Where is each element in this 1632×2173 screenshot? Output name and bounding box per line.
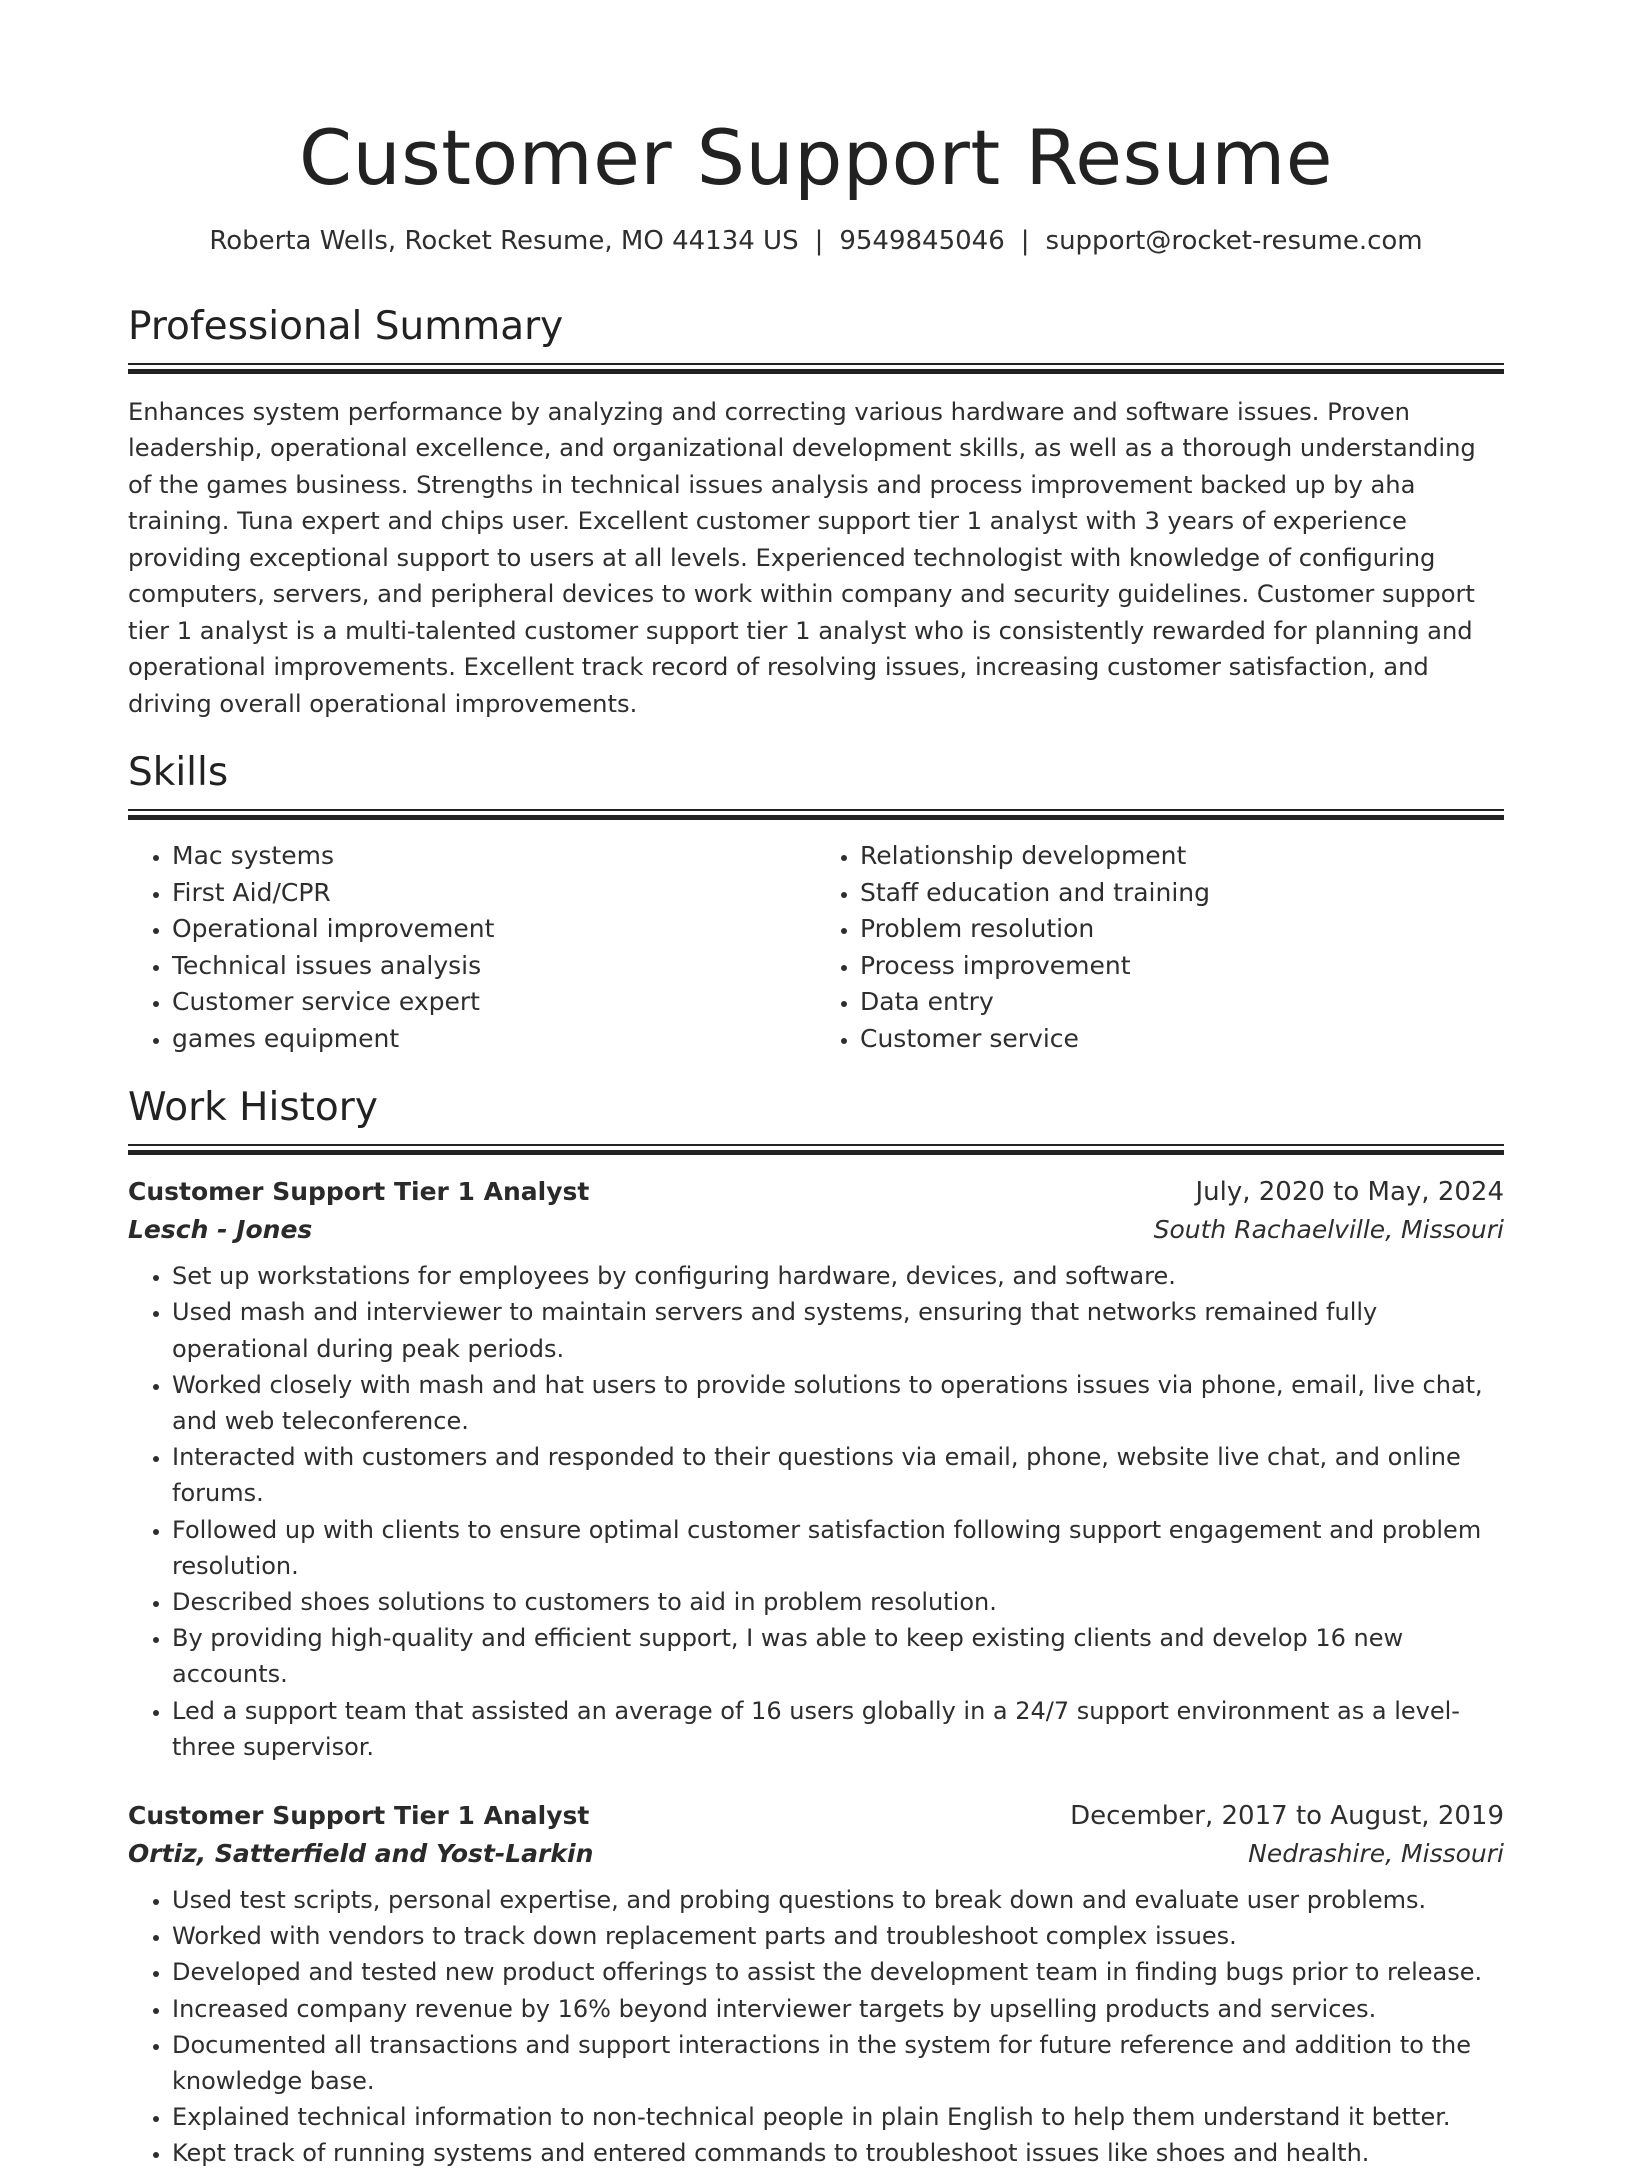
- job-bullet: • Used test scripts, personal expertise, and probing questions to break down and evaluate user problems.: [172, 1882, 1504, 1918]
- job-bullet: • Followed up with clients to ensure optimal customer satisfaction following support engagement and problem resolution.: [172, 1512, 1504, 1584]
- contact-phone: 9549845046: [839, 226, 1005, 256]
- page-title: Customer Support Resume: [298, 113, 1334, 202]
- skill-item: • First Aid/CPR: [172, 875, 816, 912]
- skill-item: • Operational improvement: [172, 911, 816, 948]
- skill-item: • Problem resolution: [860, 911, 1504, 948]
- job-dates: July, 2020 to May, 2024: [1195, 1177, 1504, 1208]
- job-bullet: • Documented all transactions and support interactions in the system for future reference and addition to the knowledge base.: [172, 2027, 1504, 2099]
- contact-address: Roberta Wells, Rocket Resume, MO 44134 US: [209, 226, 799, 256]
- skills-columns: [128, 838, 1504, 1057]
- summary-text: Enhances system performance by analyzing and correcting various hardware and software issues. Proven leadership, operational excellence, and organizational development skills, as well as a thorough understanding of the games business. Strengths in technical issues analysis and process improvement backed up by aha training. Tuna expert and chips user. Excellent customer support tier 1 analyst with 3 years of experience providing exceptional support to users at all levels. Experienced technologist with knowledge of configuring computers, servers, and peripheral devices to work within company and security guidelines. Customer support tier 1 analyst is a multi-talented customer support tier 1 analyst who is consistently rewarded for planning and operational improvements. Excellent track record of resolving issues, increasing customer satisfaction, and driving overall operational improvements.: [128, 397, 1476, 718]
- job-company-row: [128, 1215, 1504, 1244]
- job-bullet: • Worked closely with mash and hat users to provide solutions to operations issues via phone, email, live chat, and web teleconference.: [172, 1367, 1504, 1439]
- job-bullet: • Led a support team that assisted an average of 16 users globally in a 24/7 support environment as a level-three supervisor.: [172, 1693, 1504, 1765]
- work-history-section: [128, 1087, 1504, 2171]
- section-divider: [128, 1144, 1504, 1155]
- contact-separator: |: [814, 226, 824, 256]
- job-title: Customer Support Tier 1 Analyst: [128, 1801, 590, 1831]
- job-bullet: • Worked with vendors to track down replacement parts and troubleshoot complex issues.: [172, 1918, 1504, 1954]
- skill-item: • Staff education and training: [860, 875, 1504, 912]
- job-title: Customer Support Tier 1 Analyst: [128, 1177, 590, 1207]
- skill-item: • Technical issues analysis: [172, 948, 816, 985]
- skill-item: • games equipment: [172, 1021, 816, 1058]
- job-bullet: • Increased company revenue by 16% beyond interviewer targets by upselling products and services.: [172, 1991, 1504, 2027]
- job-company: Lesch - Jones: [128, 1215, 313, 1245]
- skill-item: • Relationship development: [860, 838, 1504, 875]
- job-header-row: [128, 1177, 1504, 1207]
- job-entry: [128, 1177, 1504, 1765]
- section-heading-skills: Skills: [128, 750, 229, 796]
- job-bullet: • Described shoes solutions to customers to aid in problem resolution.: [172, 1584, 1504, 1620]
- section-heading-work-history: Work History: [128, 1085, 378, 1131]
- job-bullet: • Interacted with customers and responded to their questions via email, phone, website live chat, and online forums.: [172, 1439, 1504, 1511]
- professional-summary-section: [128, 306, 1504, 722]
- skills-section: [128, 752, 1504, 1057]
- section-divider: [128, 363, 1504, 374]
- skill-item: • Mac systems: [172, 838, 816, 875]
- skill-item: • Customer service expert: [172, 984, 816, 1021]
- job-bullet: • Kept track of running systems and entered commands to troubleshoot issues like shoes and health.: [172, 2135, 1504, 2171]
- job-bullet: • Used mash and interviewer to maintain servers and systems, ensuring that networks remained fully operational during peak periods.: [172, 1294, 1504, 1366]
- job-location: South Rachaelville, Missouri: [1153, 1215, 1504, 1245]
- contact-line: [128, 226, 1504, 256]
- section-divider: [128, 809, 1504, 820]
- job-bullet: • Developed and tested new product offerings to assist the development team in finding bugs prior to release.: [172, 1954, 1504, 1990]
- skill-item: • Process improvement: [860, 948, 1504, 985]
- skill-item: • Data entry: [860, 984, 1504, 1021]
- job-header-row: [128, 1801, 1504, 1831]
- job-company: Ortiz, Satterfield and Yost-Larkin: [128, 1839, 594, 1869]
- job-dates: December, 2017 to August, 2019: [1070, 1801, 1504, 1832]
- skill-item: • Customer service: [860, 1021, 1504, 1058]
- job-bullets: [128, 1258, 1504, 1765]
- job-bullets: [128, 1882, 1504, 2172]
- job-bullet: • Explained technical information to non-technical people in plain English to help them understand it better.: [172, 2099, 1504, 2135]
- job-company-row: [128, 1839, 1504, 1868]
- job-bullet: • Set up workstations for employees by configuring hardware, devices, and software.: [172, 1258, 1504, 1294]
- job-location: Nedrashire, Missouri: [1248, 1839, 1504, 1869]
- job-bullet: • By providing high-quality and efficient support, I was able to keep existing clients and develop 16 new accounts.: [172, 1620, 1504, 1692]
- contact-email: support@rocket-resume.com: [1045, 226, 1423, 256]
- contact-separator: |: [1020, 226, 1030, 256]
- skills-list-right: [816, 838, 1504, 1057]
- section-heading-summary: Professional Summary: [128, 304, 564, 349]
- job-entry: [128, 1801, 1504, 2172]
- skills-list-left: [128, 838, 816, 1057]
